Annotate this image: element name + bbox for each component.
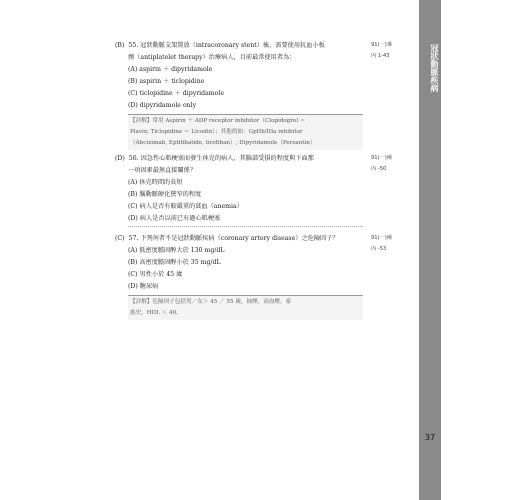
option-b: (B) 腦動脈硬化狹窄的程度 bbox=[128, 191, 202, 198]
option-a: (A) 低密度膽固醇大於 130 mg/dL bbox=[128, 247, 225, 254]
question-stem-line-1: 下列何者不是冠狀動脈疾病（coronary artery disease）之危險因子？ bbox=[140, 235, 339, 242]
option-d: (D) 病人是否以前已有過心肌梗塞 bbox=[128, 215, 221, 222]
question-stem-line-2: 一項因素最無直接關係？ bbox=[128, 167, 197, 174]
explanation-line-3: （Abciximab, Eptifibatide, tirofiban）, Dipyridamole（Persantin） bbox=[130, 140, 316, 146]
question-stem bbox=[115, 233, 363, 245]
exam-reference-line-1: 91(一)檢 bbox=[371, 235, 393, 241]
question-stem-line-2: 劑（antiplatelet therapy）治療病人，目前最常使用者為： bbox=[128, 54, 296, 61]
question-stem bbox=[115, 153, 363, 165]
explanation-line-2: 族史，HDL ＜ 40。 bbox=[130, 310, 182, 316]
explanation-box bbox=[128, 114, 363, 150]
exam-reference bbox=[371, 233, 407, 255]
exam-reference-line-2: 內 1-43 bbox=[371, 53, 390, 59]
answer-key: (D) bbox=[115, 155, 125, 162]
explanation-line-1: 【詳解】危險因子包括男／女＞ 45 ／ 55 歲，抽煙，高血壓，家 bbox=[130, 299, 292, 305]
exam-reference bbox=[371, 40, 407, 62]
explanation-box bbox=[128, 295, 363, 320]
option-c: (C) ticlopidine ＋ dipyridamole bbox=[128, 90, 225, 97]
exam-reference-line-1: 91(一)專 bbox=[371, 42, 393, 48]
question-stem bbox=[115, 40, 363, 52]
question-stem-line-1: 冠狀動脈支架置放（intracoronary stent）後，需要使用抗血小板 bbox=[140, 42, 325, 49]
page-number: 37 bbox=[424, 433, 436, 442]
question-55 bbox=[115, 40, 363, 150]
option-a: (A) aspirin ＋ dipyridamole bbox=[128, 66, 213, 73]
answer-key: (B) bbox=[115, 42, 125, 49]
explanation-line-1: 【詳解】常用 Aspirin ＋ ADP receptor inhibitor（Clopidogrel ＝ bbox=[130, 118, 306, 124]
question-stem-line-1: 因急性心肌梗塞而發生休克的病人，其腦部受損的程度與下面那 bbox=[140, 155, 314, 162]
question-57 bbox=[115, 233, 363, 320]
option-b: (B) 高密度膽固醇小於 35 mg/dL bbox=[128, 259, 221, 266]
option-a: (A) 休克時間的長短 bbox=[128, 179, 183, 186]
option-b: (B) aspirin ＋ ticlopidine bbox=[128, 78, 205, 85]
exam-reference-line-2: 內 -50 bbox=[371, 166, 387, 172]
explanation-line-2: Plavix; Ticlopidine ＝ Licodin）；其他的如：GpIIb/IIIa inhibitor bbox=[130, 129, 303, 135]
exam-reference bbox=[371, 153, 407, 175]
option-d: (D) 糖尿病 bbox=[128, 283, 159, 290]
option-d: (D) dipyridamole only bbox=[128, 102, 197, 109]
exam-reference-line-2: 內 -53 bbox=[371, 246, 387, 252]
question-number: 56. bbox=[128, 155, 139, 162]
option-c: (C) 病人是否有較嚴重的貧血（anemia） bbox=[128, 203, 243, 210]
exam-reference-line-1: 91(一)檢 bbox=[371, 155, 393, 161]
answer-key: (C) bbox=[115, 235, 125, 242]
section-divider bbox=[128, 226, 363, 227]
chapter-title: 冠狀動脈疾病 bbox=[430, 44, 439, 92]
option-c: (C) 男性小於 45 歲 bbox=[128, 271, 183, 278]
question-56 bbox=[115, 153, 363, 227]
question-number: 57. bbox=[128, 235, 139, 242]
question-number: 55. bbox=[128, 42, 139, 49]
